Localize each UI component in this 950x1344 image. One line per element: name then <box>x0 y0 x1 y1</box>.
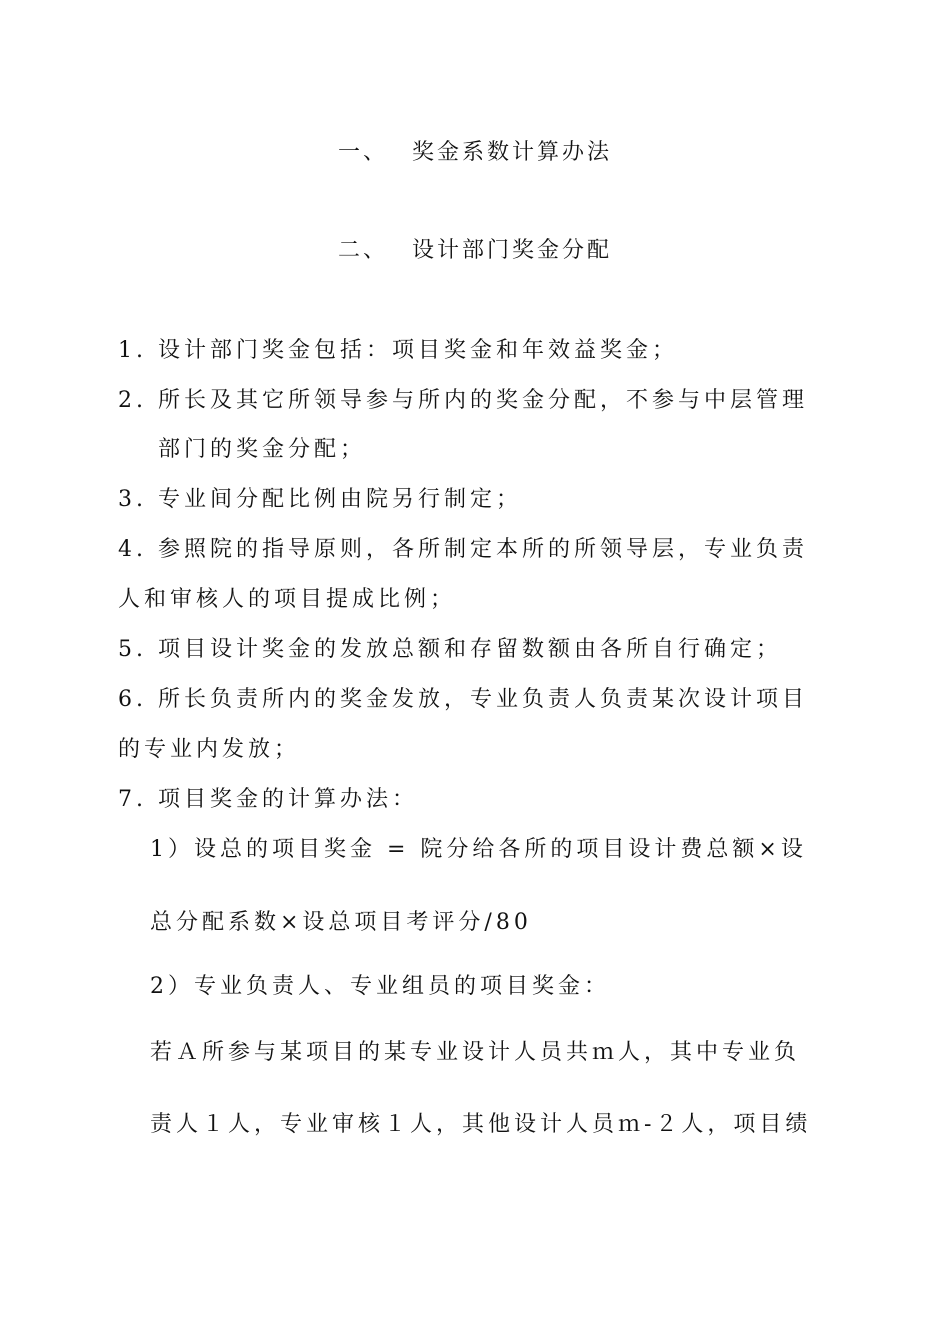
sub-item-1-continuation: 总分配系数×设总项目考评分/80 <box>150 910 532 935</box>
list-item-3: 3. 专业间分配比例由院另行制定； <box>118 487 522 512</box>
section-heading-1-number: 一、 <box>337 140 388 165</box>
list-item-4: 4. 参照院的指导原则，各所制定本所的所领导层，专业负责 <box>118 537 808 562</box>
list-item-1: 1. 设计部门奖金包括：项目奖金和年效益奖金； <box>118 338 678 363</box>
list-item-6: 6. 所长负责所内的奖金发放，专业负责人负责某次设计项目 <box>118 687 808 712</box>
section-heading-1-text: 奖金系数计算办法 <box>412 140 613 165</box>
paragraph-line-2: 责人１人，专业审核１人，其他设计人员ｍ-２人，项目绩 <box>150 1112 812 1137</box>
section-heading-2-text: 设计部门奖金分配 <box>412 238 613 263</box>
section-heading-2 <box>0 236 950 266</box>
section-heading-1 <box>0 138 950 168</box>
list-item-4-continuation: 人和审核人的项目提成比例； <box>118 587 457 612</box>
list-item-2: 2. 所长及其它所领导参与所内的奖金分配，不参与中层管理 <box>118 388 808 413</box>
sub-item-2: 2）专业负责人、专业组员的项目奖金： <box>150 974 610 999</box>
list-item-5: 5. 项目设计奖金的发放总额和存留数额由各所自行确定； <box>118 637 782 662</box>
sub-item-1: 1）设总的项目奖金 = 院分给各所的项目设计费总额×设 <box>150 837 807 862</box>
list-item-7: 7. 项目奖金的计算办法： <box>118 787 418 812</box>
paragraph-line-1: 若Ａ所参与某项目的某专业设计人员共ｍ人，其中专业负 <box>150 1040 801 1065</box>
section-heading-2-number: 二、 <box>337 238 388 263</box>
list-item-2-continuation: 部门的奖金分配； <box>158 437 367 462</box>
list-item-6-continuation: 的专业内发放； <box>118 737 301 762</box>
